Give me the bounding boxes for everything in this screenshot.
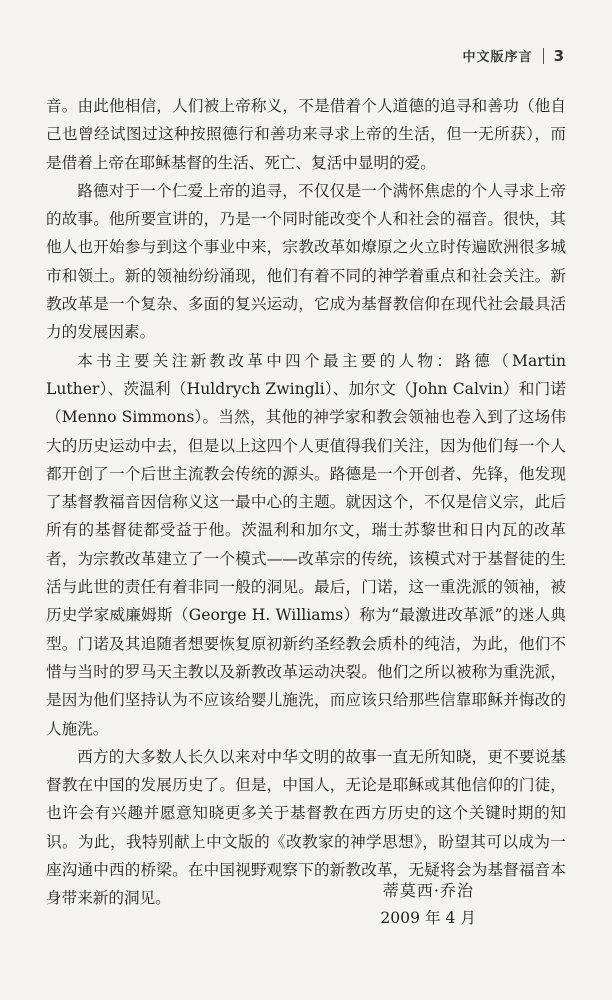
signature-date: 2009 年 4 月	[380, 909, 476, 927]
chapter-title: 中文版序言	[462, 50, 533, 65]
paragraph-continuation: 音。由此他相信，人们被上帝称义，不是借着个人道德的追寻和善功（他自己也曾经试图过这种按照德行和善功来寻求上帝的生活，但一无所获），而是借着上帝在耶稣基督的生活、死亡、复活中显明的爱。	[46, 97, 566, 172]
header-divider	[543, 48, 544, 64]
paragraph: 路德对于一个仁爱上帝的追寻，不仅仅是一个满怀焦虑的个人寻求上帝的故事。他所要宣讲的，乃是一个同时能改变个人和社会的福音。很快，其他人也开始参与到这个事业中来，宗教改革如燎原之火立时传遍欧洲很多城市和领土。新的领袖纷纷涌现，他们有着不同的神学着重点和社会关注。新教改革是一个复杂、多面的复兴运动，它成为基督教信仰在现代社会最具活力的发展因素。	[46, 181, 566, 342]
paragraph: 本书主要关注新教改革中四个最主要的人物：路德（Martin Luther）、茨温利（Huldrych Zwingli）、加尔文（John Calvin）和门诺（Menno Simmons）。当然，其他的神学家和教会领袖也卷入到了这场伟大的历史运动中去，但是以上这四个人更值得我们关注，因为他们每一个人都开创了一个后世主流教会传统的源头。路德是一个开创者、先锋，他发现了基督教福音因信称义这一最中心的主题。就因这个，不仅是信义宗，此后所有的基督徒都受益于他。茨温利和加尔文，瑞士苏黎世和日内瓦的改革者，为宗教改革建立了一个模式——改革宗的传统，该模式对于基督徒的生活与此世的责任有着非同一般的洞见。最后，门诺，这一重洗派的领袖，被历史学家威廉姆斯（George H. Williams）称为“最激进改革派”的迷人典型。门诺及其追随者想要恢复原初新约圣经教会质朴的纯洁，为此，他们不惜与当时的罗马天主教以及新教改革运动决裂。他们之所以被称为重洗派，是因为他们坚持认为不应该给婴儿施洗，而应该只给那些信靠耶稣并悔改的人施洗。	[46, 351, 566, 738]
body-text	[46, 92, 566, 913]
page-number: 3	[553, 46, 564, 65]
author-signature: 蒂莫西·乔治	[382, 881, 474, 900]
paragraph: 西方的大多数人长久以来对中华文明的故事一直无所知晓，更不要说基督教在中国的发展历史了。但是，中国人，无论是耶稣或其他信仰的门徒，也许会有兴趣并愿意知晓更多关于基督教在西方历史的这个关键时期的知识。为此，我特别献上中文版的《改教家的神学思想》，盼望其可以成为一座沟通中西的桥梁。在中国视野观察下的新教改革，无疑将会为基督福音本身带来新的洞见。	[46, 747, 566, 908]
running-header	[463, 46, 564, 65]
